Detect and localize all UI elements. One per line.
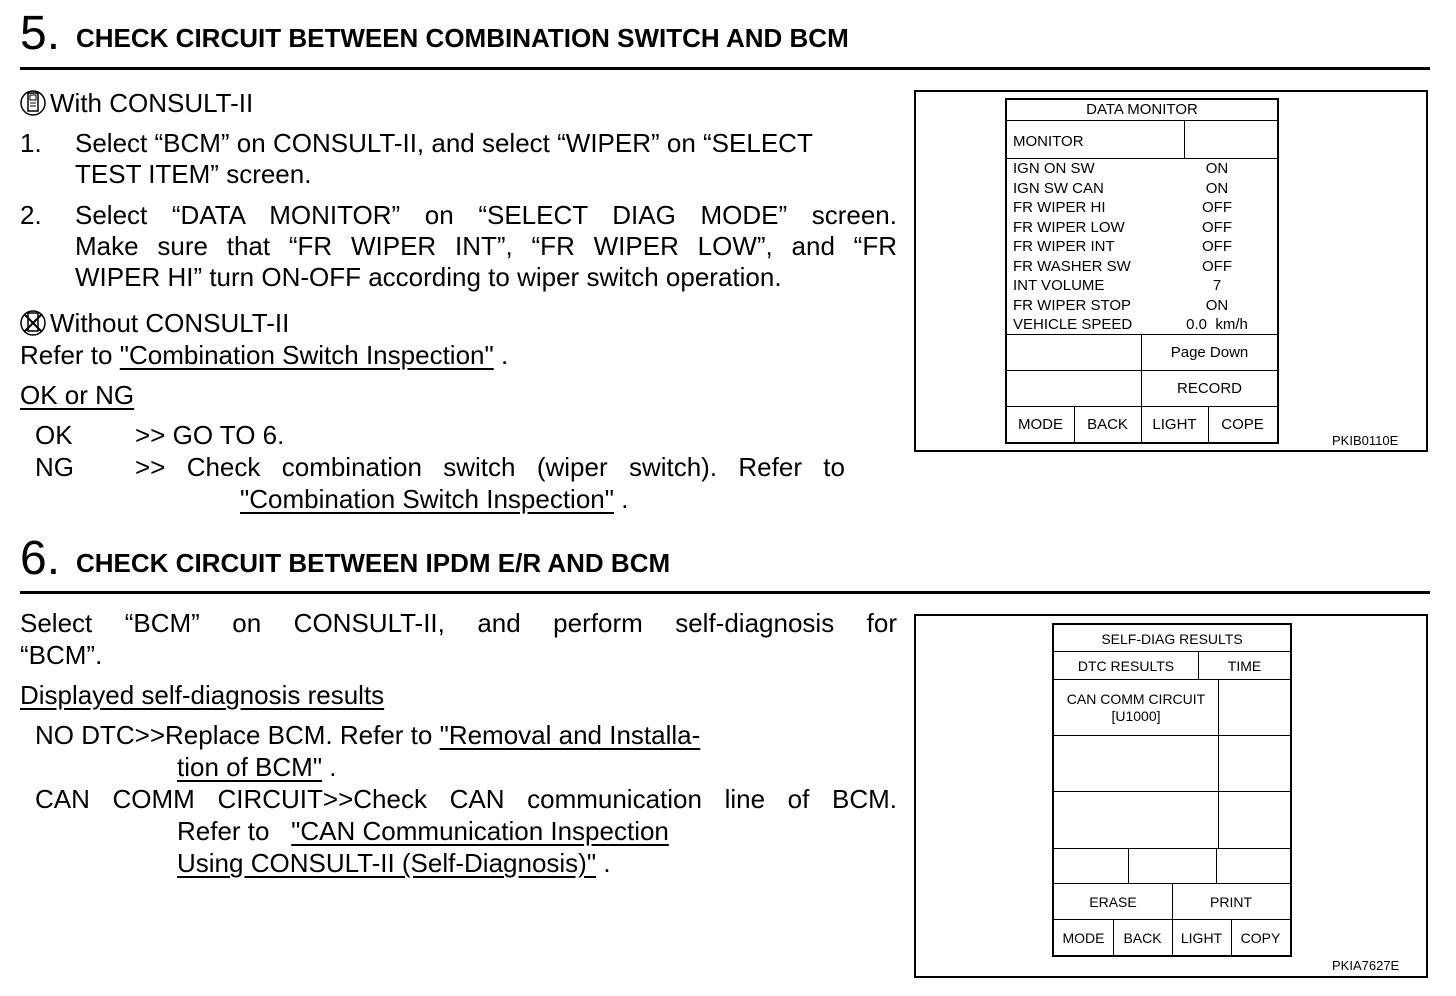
monitor-item-value: OFF	[1202, 257, 1232, 275]
monitor-item-value: ON	[1205, 160, 1229, 177]
monitor-item-value: OFF	[1202, 218, 1232, 236]
no-dtc-suffix: .	[329, 752, 337, 782]
mode-button[interactable]: MODE	[1018, 416, 1063, 433]
refer-prefix: Refer to	[20, 340, 113, 370]
removal-installation-link-part-1[interactable]: "Removal and Installa-	[439, 720, 701, 750]
no-consult-tool-icon	[20, 308, 46, 338]
monitor-item-value: OFF	[1202, 199, 1232, 216]
can-comm-line-2	[177, 816, 669, 847]
can-comm-line-3	[177, 848, 611, 879]
combination-switch-inspection-link[interactable]: "Combination Switch Inspection"	[119, 340, 494, 370]
step-5-number: 5.	[20, 7, 61, 60]
no-dtc-line-2	[177, 752, 337, 783]
data-monitor-screen	[1005, 98, 1279, 444]
monitor-item-names	[1013, 159, 1132, 335]
step-5-divider	[20, 67, 1430, 70]
monitor-item-value: 7	[1212, 277, 1222, 294]
self-diag-title: SELF-DIAG RESULTS	[1101, 631, 1243, 647]
step-6-number: 6.	[20, 532, 61, 585]
step-6-intro-line-2: “BCM”.	[20, 640, 103, 670]
dtc-entry	[1054, 691, 1218, 725]
step-6-title: CHECK CIRCUIT BETWEEN IPDM E/R AND BCM	[76, 548, 671, 578]
page-down-button[interactable]: Page Down	[1170, 344, 1249, 361]
without-consult-heading	[20, 308, 289, 339]
refer-suffix: .	[500, 340, 509, 370]
monitor-label: MONITOR	[1013, 133, 1084, 150]
can-inspection-link-part-2[interactable]: Using CONSULT-II (Self-Diagnosis)"	[177, 848, 597, 878]
can-suffix: .	[603, 848, 611, 878]
can-comm-line-1: CAN COMM CIRCUIT>>Check CAN communication line of BCM.	[35, 784, 897, 814]
monitor-item-name: IGN SW CAN	[1013, 179, 1104, 197]
monitor-item-name: FR WIPER STOP	[1013, 296, 1132, 314]
step-6-intro-line-1: Select “BCM” on CONSULT-II, and perform self-diagnosis for	[20, 608, 897, 638]
monitor-item-name: VEHICLE SPEED	[1013, 316, 1133, 333]
dtc-results-label: DTC RESULTS	[1077, 658, 1175, 674]
figure-1-id: PKIB0110E	[1332, 433, 1399, 448]
self-diag-copy-button[interactable]: COPY	[1240, 930, 1281, 946]
data-monitor-figure	[914, 90, 1428, 452]
removal-installation-link-part-2[interactable]: tion of BCM"	[177, 752, 323, 782]
can-inspection-link-part-1[interactable]: "CAN Communication Inspection	[291, 816, 669, 846]
no-dtc-line	[35, 720, 700, 751]
erase-button[interactable]: ERASE	[1089, 894, 1137, 910]
monitor-item-name: FR WIPER HI	[1013, 199, 1106, 216]
monitor-item-value: OFF	[1202, 238, 1232, 255]
without-consult-label: Without CONSULT-II	[50, 308, 290, 338]
item-2-number: 2.	[20, 200, 42, 230]
refer-line	[20, 340, 508, 371]
monitor-item-name: INT VOLUME	[1013, 277, 1105, 294]
monitor-item-name: IGN ON SW	[1013, 160, 1095, 177]
ng-refer-line	[240, 484, 628, 515]
monitor-item-name: FR WIPER INT	[1013, 238, 1115, 255]
monitor-item-value: 0.0 km/h	[1186, 316, 1248, 333]
ng-action: >> Check combination switch (wiper switch). Refer to	[135, 452, 845, 482]
print-button[interactable]: PRINT	[1210, 894, 1252, 910]
ng-combination-switch-inspection-link[interactable]: "Combination Switch Inspection"	[240, 484, 614, 514]
time-label: TIME	[1227, 658, 1262, 674]
with-consult-heading	[20, 88, 253, 119]
monitor-item-name: FR WASHER SW	[1013, 257, 1131, 275]
ok-label: OK	[35, 420, 73, 450]
with-consult-label: With CONSULT-II	[50, 88, 254, 118]
item-2-line-2: Make sure that “FR WIPER INT”, “FR WIPER LOW”, and “FR	[75, 231, 897, 261]
record-button[interactable]: RECORD	[1176, 380, 1242, 397]
self-diag-figure	[914, 614, 1428, 978]
figure-2-id: PKIA7627E	[1332, 958, 1400, 973]
dtc-name: CAN COMM CIRCUIT	[1066, 691, 1206, 707]
no-dtc-label: NO DTC>>Replace BCM. Refer to	[35, 720, 433, 750]
dtc-code: [U1000]	[1111, 708, 1161, 724]
monitor-item-value: ON	[1205, 179, 1229, 197]
item-1-line-1: Select “BCM” on CONSULT-II, and select “WIPER” on “SELECT	[75, 128, 813, 158]
item-2-line-1: Select “DATA MONITOR” on “SELECT DIAG MODE” screen.	[75, 200, 897, 230]
monitor-item-values	[1167, 159, 1267, 335]
can-refer-prefix: Refer to	[177, 816, 270, 846]
item-1-line-2: TEST ITEM” screen.	[75, 159, 312, 189]
back-button[interactable]: BACK	[1087, 416, 1128, 433]
monitor-item-name: FR WIPER LOW	[1013, 218, 1125, 236]
self-diag-mode-button[interactable]: MODE	[1062, 930, 1105, 946]
ng-suffix: .	[621, 484, 629, 514]
self-diag-back-button[interactable]: BACK	[1123, 930, 1162, 946]
step-5-title: CHECK CIRCUIT BETWEEN COMBINATION SWITCH AND BCM	[76, 23, 849, 53]
item-2-line-3: WIPER HI” turn ON-OFF according to wiper switch operation.	[75, 262, 782, 292]
item-1-number: 1.	[20, 128, 42, 158]
copy-button[interactable]: COPE	[1221, 416, 1264, 433]
self-diag-screen	[1052, 623, 1292, 957]
ok-ng-heading: OK or NG	[20, 380, 135, 410]
results-heading: Displayed self-diagnosis results	[20, 680, 385, 710]
self-diag-light-button[interactable]: LIGHT	[1180, 930, 1223, 946]
ok-action: >> GO TO 6.	[135, 420, 285, 450]
monitor-item-value: ON	[1205, 296, 1229, 314]
ng-label: NG	[35, 452, 74, 482]
consult-tool-icon	[20, 88, 46, 118]
light-button[interactable]: LIGHT	[1152, 416, 1197, 433]
step-6-divider	[20, 591, 1430, 594]
data-monitor-title: DATA MONITOR	[1086, 101, 1198, 118]
